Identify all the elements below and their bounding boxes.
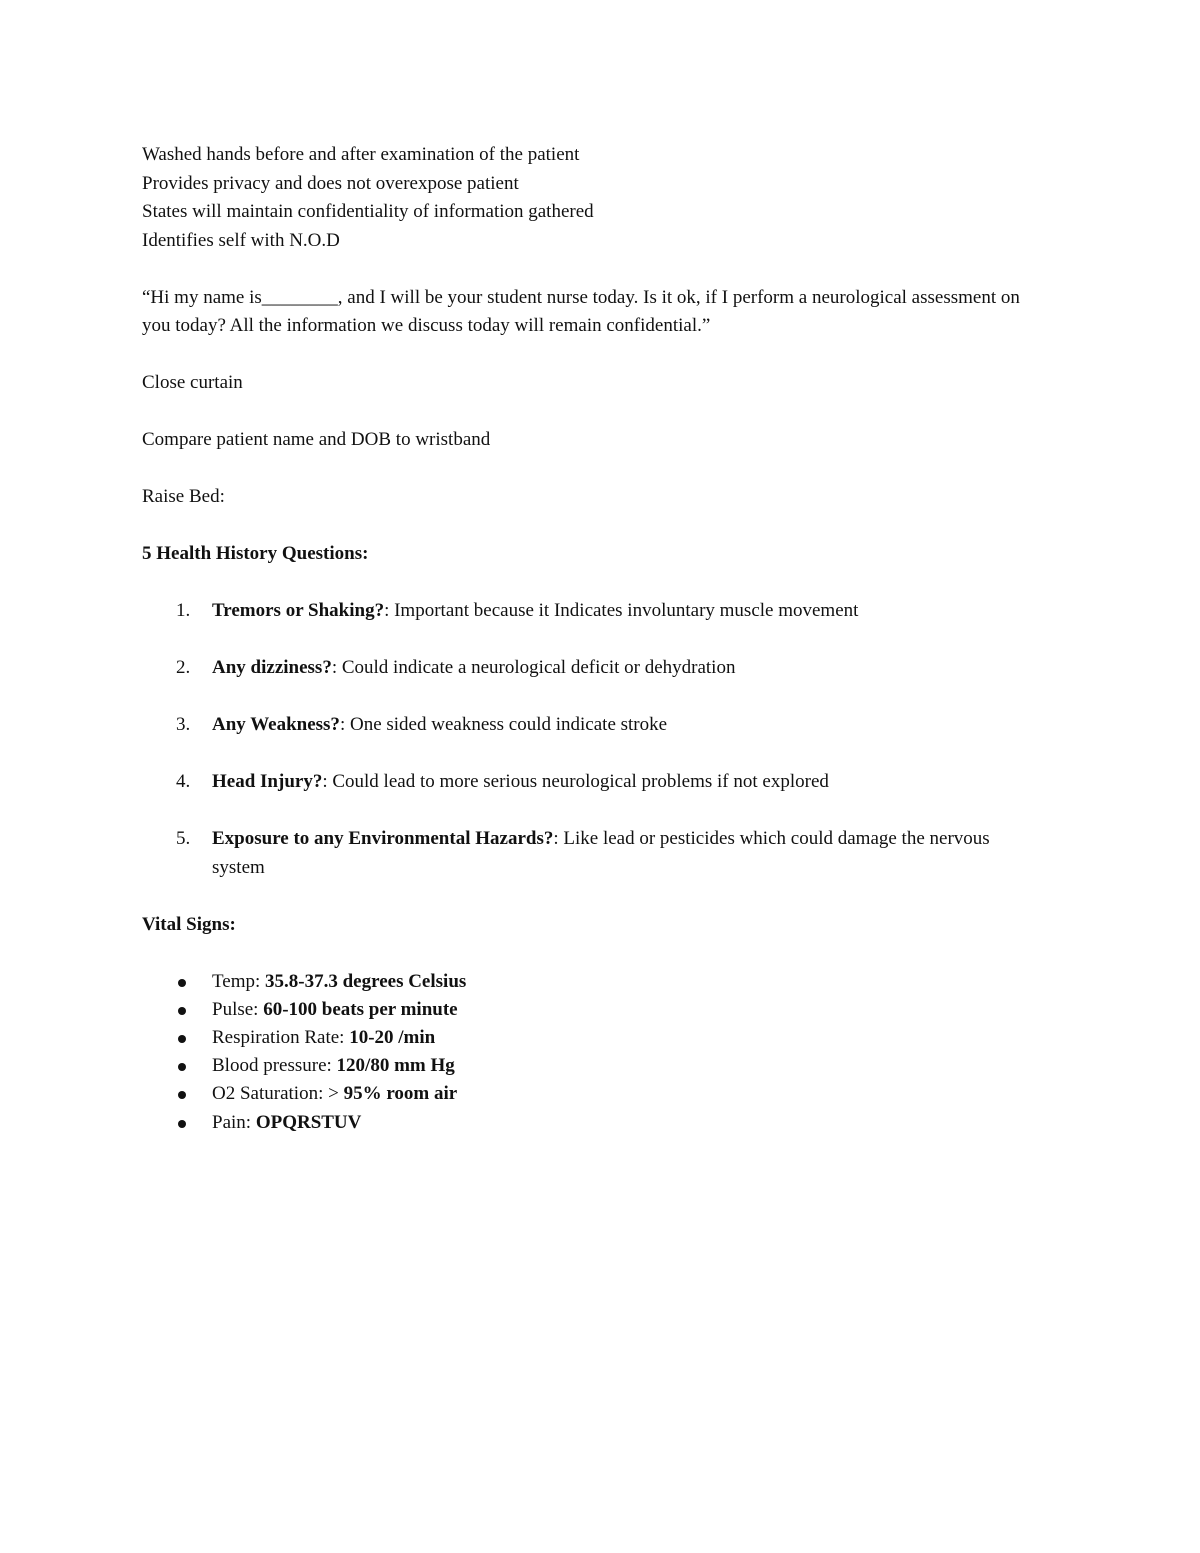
question-label: Head Injury?: [212, 771, 323, 792]
vital-label: Temp:: [212, 970, 266, 992]
question-explanation: : Like lead or pesticides which could damage the nervous system: [212, 828, 990, 878]
spacer: [142, 569, 1042, 598]
list-item: [142, 996, 1042, 1024]
spacer: [142, 255, 1042, 284]
list-item: [142, 1080, 1042, 1108]
vital-value: 60-100 beats per minute: [263, 998, 458, 1020]
vital-value: 10-20 /min: [349, 1026, 436, 1048]
list-number: 3.: [176, 714, 191, 735]
question-label: Any Weakness?: [212, 714, 340, 735]
vital-signs-heading: Vital Signs:: [142, 913, 236, 935]
list-item: [142, 825, 1042, 882]
list-item: [142, 1052, 1042, 1080]
list-number: 4.: [176, 771, 191, 792]
list-number: 1.: [176, 600, 191, 621]
vital-signs-list: [142, 968, 1042, 1137]
spacer: [142, 512, 1042, 541]
vital-label: Pain:: [212, 1111, 256, 1133]
bullet-icon: [178, 1120, 186, 1128]
compare-wristband-step: Compare patient name and DOB to wristband: [142, 429, 491, 450]
vital-label: O2 Saturation: >: [212, 1083, 344, 1105]
bullet-icon: [178, 1007, 186, 1015]
list-item: [142, 711, 1042, 740]
health-history-heading: 5 Health History Questions:: [142, 543, 369, 564]
spacer: [142, 455, 1042, 484]
vital-value: 35.8-37.3 degrees Celsius: [265, 970, 467, 992]
question-label: Tremors or Shaking?: [212, 600, 385, 621]
question-explanation: : Could lead to more serious neurological problems if not explored: [322, 771, 829, 792]
bullet-icon: [178, 1035, 186, 1043]
close-curtain-step: Close curtain: [142, 372, 243, 393]
raise-bed-step: Raise Bed:: [142, 486, 225, 507]
document-page: [142, 141, 1042, 1137]
intro-line-confidentiality: States will maintain confidentiality of information gathered: [142, 201, 594, 222]
spacer: [142, 939, 1042, 968]
bullet-icon: [178, 1063, 186, 1071]
list-number: 2.: [176, 657, 191, 678]
list-item: [142, 1024, 1042, 1052]
health-history-list: [142, 597, 1042, 882]
vital-value: 95% room air: [343, 1083, 458, 1105]
list-item: [142, 654, 1042, 683]
intro-line-hand-washing: Washed hands before and after examination of the patient: [142, 144, 580, 165]
list-item: [142, 768, 1042, 797]
list-item: [142, 1109, 1042, 1137]
vital-label: Respiration Rate:: [212, 1026, 350, 1048]
question-label: Any dizziness?: [212, 657, 332, 678]
question-label: Exposure to any Environmental Hazards?: [212, 828, 554, 849]
intro-line-privacy: Provides privacy and does not overexpose patient: [142, 172, 519, 194]
vital-value: 120/80 mm Hg: [336, 1055, 455, 1077]
spacer: [142, 341, 1042, 370]
vital-value: OPQRSTUV: [255, 1111, 362, 1133]
question-explanation: : Important because it Indicates involuntary muscle movement: [384, 600, 859, 621]
question-explanation: : One sided weakness could indicate stroke: [339, 714, 668, 735]
spacer: [142, 398, 1042, 427]
intro-line-identify-self: Identifies self with N.O.D: [142, 229, 340, 251]
list-item: [142, 597, 1042, 626]
list-number: 5.: [176, 828, 191, 849]
vital-label: Pulse:: [212, 998, 264, 1020]
introduction-script: “Hi my name is________, and I will be your student nurse today. Is it ok, if I perform a neurological assessment on you today? All the information we discuss today will remain confidential.”: [142, 286, 1020, 336]
bullet-icon: [178, 979, 186, 987]
vital-label: Blood pressure:: [212, 1055, 337, 1077]
bullet-icon: [178, 1091, 186, 1099]
list-item: [142, 968, 1042, 996]
question-explanation: : Could indicate a neurological deficit or dehydration: [331, 657, 736, 678]
